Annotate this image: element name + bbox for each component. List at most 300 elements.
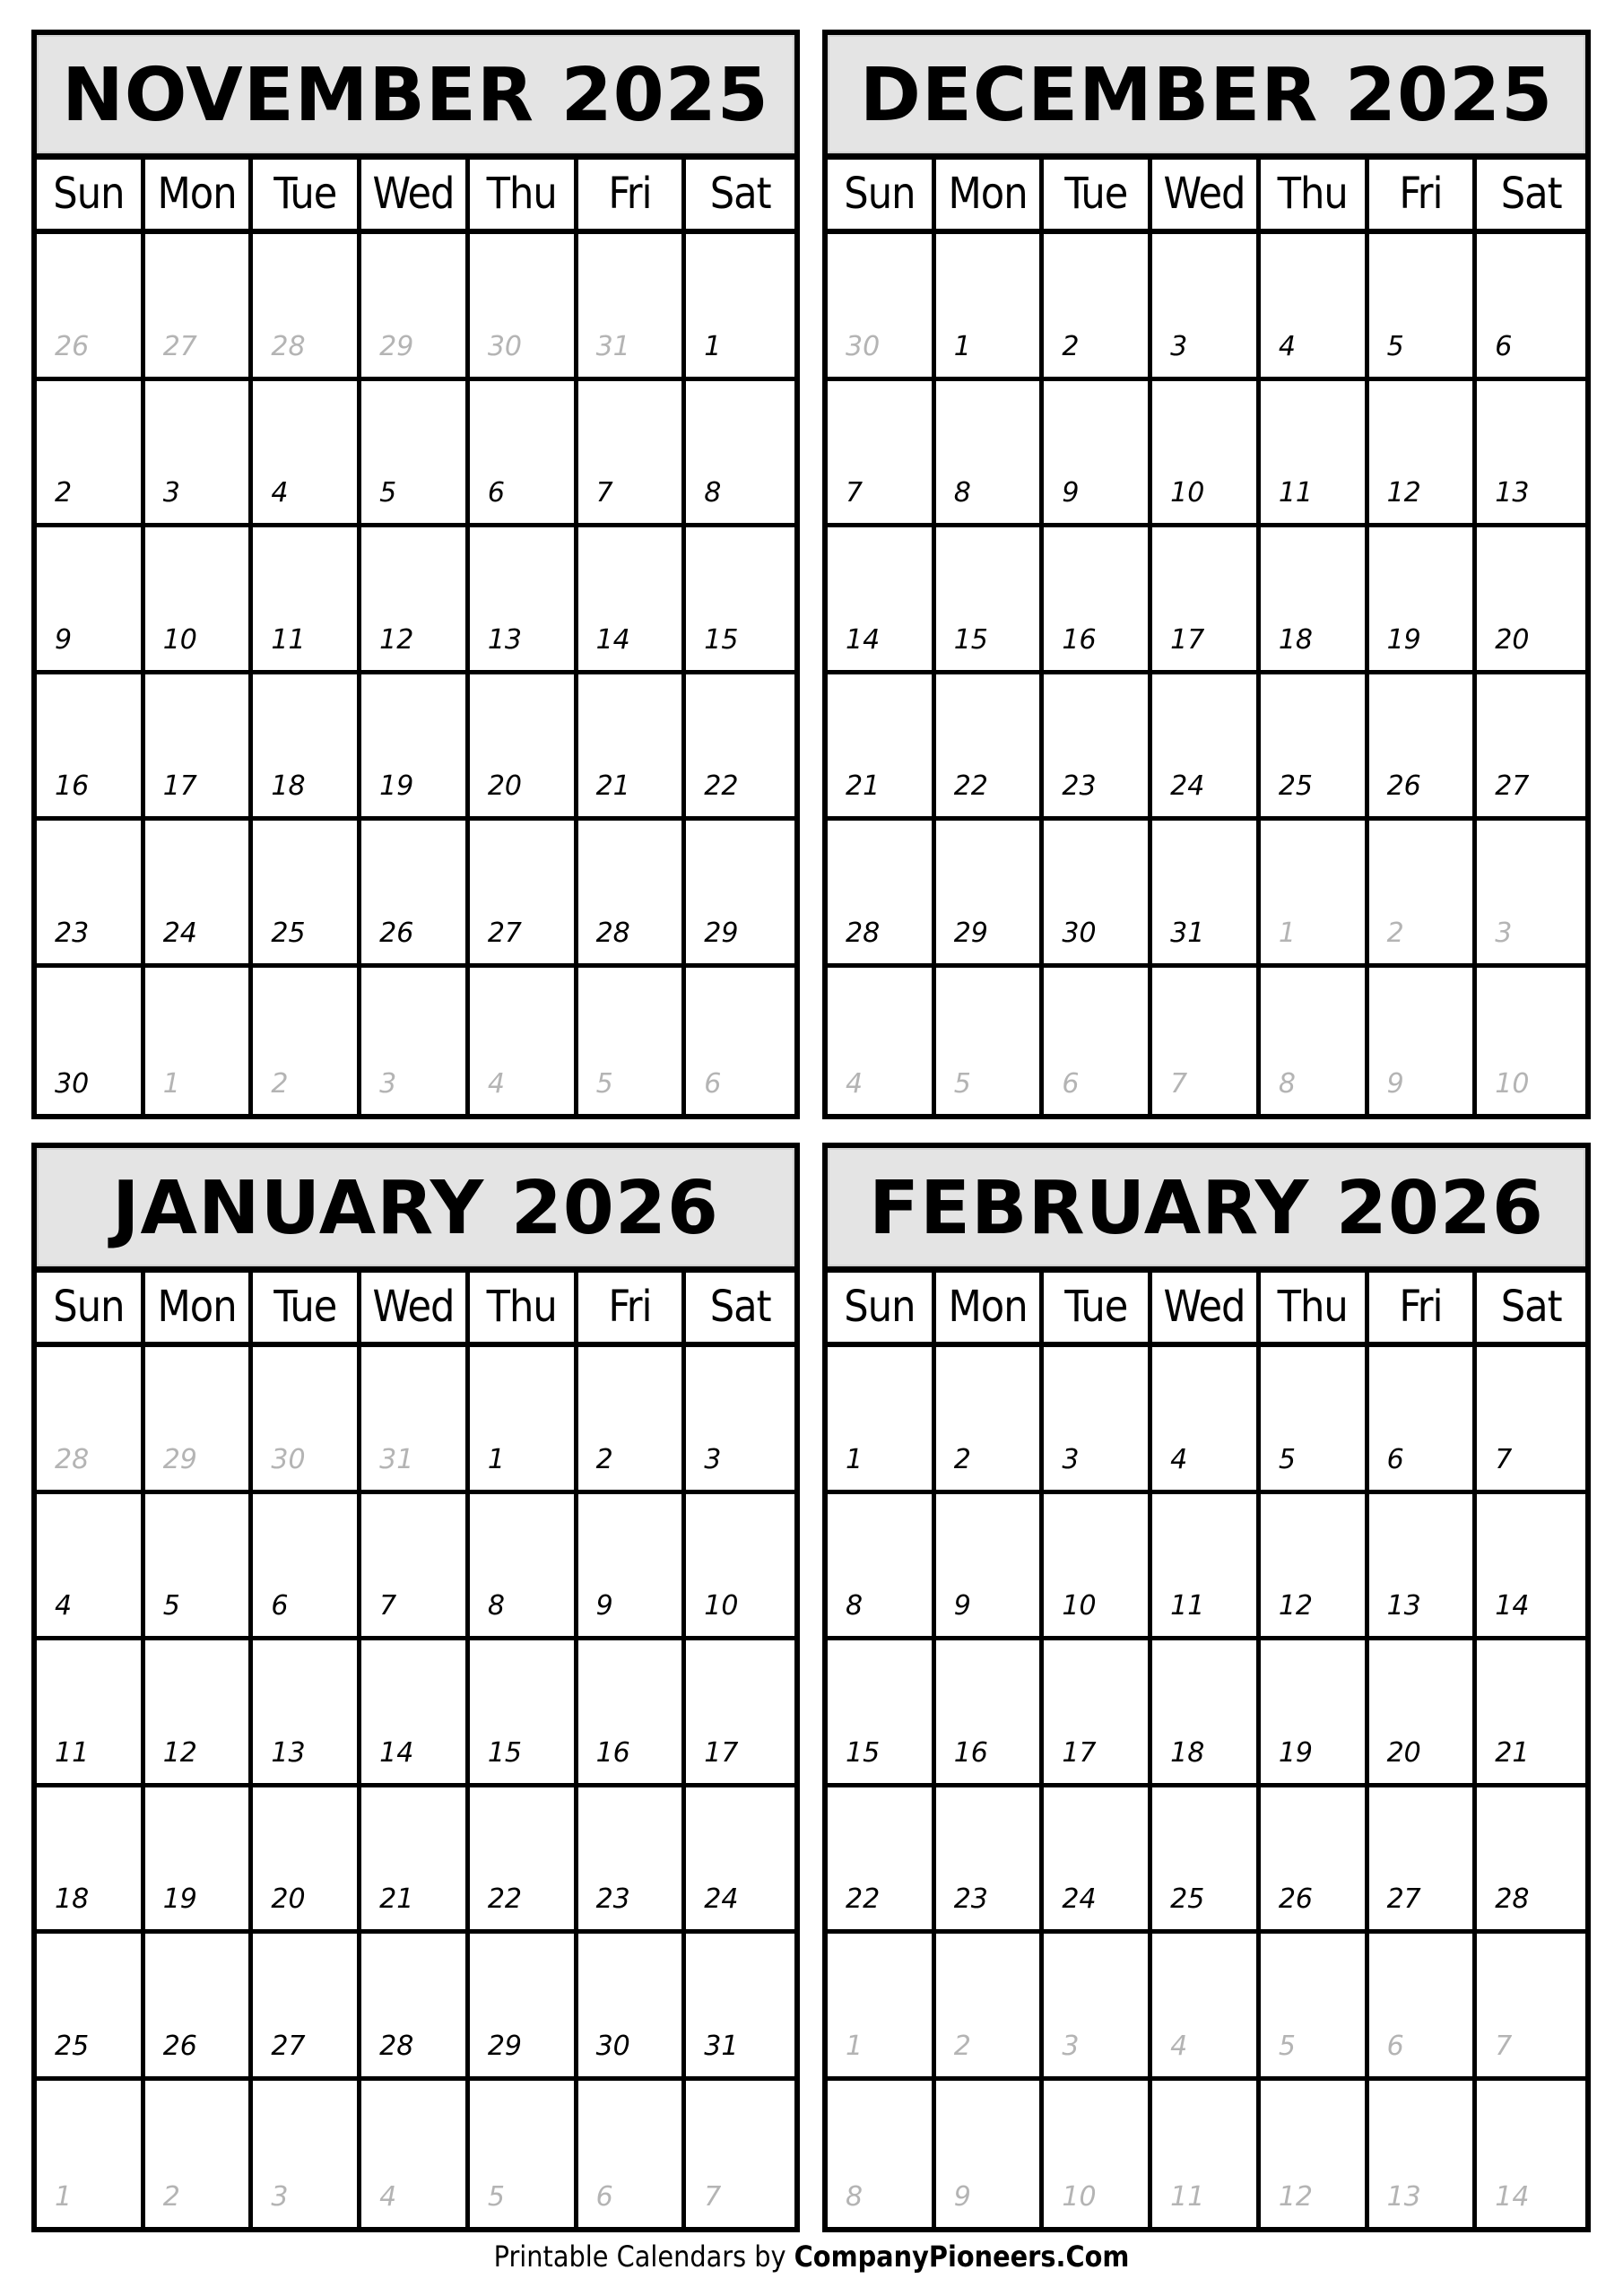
weekday-label: Thu [470,160,578,229]
day-number: 29 [953,917,988,949]
day-number: 17 [162,770,197,802]
day-cell [936,1640,1045,1783]
day-number: 2 [953,2030,971,2062]
day-cell [470,381,578,524]
adjacent-month-day-cell [1152,1934,1261,2076]
adjacent-month-day-cell [1261,821,1369,963]
footer-prefix: Printable Calendars by [493,2239,794,2274]
weekday-label: Thu [1261,1273,1369,1342]
adjacent-month-day-cell [470,2081,578,2228]
day-cell [828,1640,936,1783]
month-calendar [31,30,800,1119]
day-cell [361,674,470,817]
day-number: 9 [953,1590,971,1622]
day-cell [578,1787,687,1930]
day-number: 5 [595,1068,613,1100]
day-number: 8 [487,1590,505,1622]
month-calendar [31,1143,800,2232]
adjacent-month-day-cell [145,2081,254,2228]
week-row [37,674,794,822]
day-number: 28 [271,330,306,362]
weekday-label: Tue [1044,160,1152,229]
day-number: 4 [846,1068,864,1100]
weekday-label: Sun [37,160,145,229]
day-cell [1044,234,1152,377]
day-number: 22 [953,770,988,802]
day-number: 18 [1278,623,1314,656]
day-cell [145,1787,254,1930]
day-number: 28 [1495,1883,1530,1915]
day-number: 30 [1062,917,1097,949]
day-cell [936,674,1045,817]
day-number: 27 [162,330,197,362]
weekday-label: Sat [709,168,771,219]
footer-brand-link[interactable]: CompanyPioneers.Com [794,2239,1130,2274]
adjacent-month-day-cell [1044,2081,1152,2228]
day-number: 15 [704,623,739,656]
weekday-label: Tue [253,1273,361,1342]
day-number: 17 [1062,1736,1097,1769]
day-cell [1369,234,1478,377]
day-number: 5 [1278,2030,1296,2062]
day-cell [37,1640,145,1783]
day-number: 18 [1170,1736,1205,1769]
weekday-label: Mon [145,1273,254,1342]
day-number: 5 [1278,1443,1296,1475]
day-number: 6 [1495,330,1513,362]
weekday-header-row [37,160,794,234]
day-number: 2 [1062,330,1080,362]
day-cell [686,674,794,817]
day-cell [470,527,578,670]
day-number: 26 [55,330,90,362]
day-number: 12 [1278,2181,1314,2213]
week-row [828,1787,1585,1935]
day-cell [253,1934,361,2076]
day-number: 22 [704,770,739,802]
day-cell [1152,674,1261,817]
day-number: 8 [953,477,971,509]
day-cell [1477,234,1585,377]
day-number: 29 [487,2030,523,2062]
day-number: 5 [487,2181,505,2213]
day-number: 30 [55,1068,90,1100]
weekday-label: Thu [1261,160,1369,229]
week-row [37,527,794,674]
weekday-label: Fri [1369,160,1478,229]
day-number: 31 [379,1443,414,1475]
adjacent-month-day-cell [470,968,578,1115]
day-number: 6 [1386,1443,1404,1475]
day-number: 4 [487,1068,505,1100]
day-cell [1369,1787,1478,1930]
day-number: 19 [162,1883,197,1915]
weekday-label: Sat [1500,168,1562,219]
day-cell [361,1787,470,1930]
footer-credit [0,2239,1623,2274]
day-number: 10 [1062,2181,1097,2213]
day-number: 4 [271,477,289,509]
day-number: 7 [1170,1068,1188,1100]
day-cell [828,821,936,963]
day-cell [1477,674,1585,817]
week-row [37,821,794,968]
day-number: 15 [487,1736,523,1769]
day-number: 9 [953,2181,971,2213]
week-row [37,234,794,381]
day-cell [686,1787,794,1930]
day-number: 3 [379,1068,397,1100]
adjacent-month-day-cell [37,234,145,377]
day-cell [936,381,1045,524]
day-number: 26 [162,2030,197,2062]
day-number: 27 [271,2030,306,2062]
day-number: 2 [271,1068,289,1100]
day-cell [1044,821,1152,963]
day-number: 12 [1386,477,1421,509]
week-row [828,968,1585,1115]
day-cell [828,1787,936,1930]
week-row [828,381,1585,528]
day-number: 11 [271,623,306,656]
adjacent-month-day-cell [361,234,470,377]
day-number: 11 [1170,1590,1205,1622]
day-cell [1152,1347,1261,1490]
day-number: 25 [1170,1883,1205,1915]
day-number: 15 [846,1736,881,1769]
adjacent-month-day-cell [253,2081,361,2228]
day-cell [686,1934,794,2076]
day-number: 24 [1170,770,1205,802]
adjacent-month-day-cell [1477,2081,1585,2228]
day-cell [145,1640,254,1783]
adjacent-month-day-cell [1477,821,1585,963]
day-number: 21 [1495,1736,1530,1769]
day-number: 31 [704,2030,739,2062]
day-cell [1261,527,1369,670]
adjacent-month-day-cell [1477,1934,1585,2076]
day-number: 29 [162,1443,197,1475]
day-cell [1369,674,1478,817]
weekday-label: Sat [1500,1281,1562,1332]
day-cell [1261,1494,1369,1637]
day-cell [253,527,361,670]
month-title: JANUARY 2026 [37,1148,794,1273]
adjacent-month-day-cell [37,2081,145,2228]
day-cell [37,381,145,524]
day-cell [470,821,578,963]
day-number: 13 [1495,477,1530,509]
adjacent-month-day-cell [1369,821,1478,963]
week-row [828,1934,1585,2081]
day-number: 23 [595,1883,630,1915]
day-cell [686,234,794,377]
day-cell [578,1347,687,1490]
day-number: 1 [846,1443,864,1475]
day-cell [253,1640,361,1783]
day-number: 3 [1170,330,1188,362]
day-number: 5 [379,477,397,509]
day-cell [1152,1640,1261,1783]
day-cell [1044,1640,1152,1783]
day-cell [361,527,470,670]
day-cell [1044,674,1152,817]
day-number: 31 [595,330,630,362]
day-cell [37,674,145,817]
week-row [37,1494,794,1641]
adjacent-month-day-cell [578,2081,687,2228]
day-cell [686,1347,794,1490]
day-cell [145,1494,254,1637]
adjacent-month-day-cell [145,234,254,377]
day-number: 4 [1170,1443,1188,1475]
day-number: 6 [595,2181,613,2213]
day-number: 5 [1386,330,1404,362]
day-number: 16 [55,770,90,802]
weeks-grid [37,234,794,1114]
day-number: 1 [1278,917,1296,949]
adjacent-month-day-cell [1152,2081,1261,2228]
day-number: 1 [846,2030,864,2062]
day-number: 29 [704,917,739,949]
day-cell [145,821,254,963]
day-number: 5 [162,1590,180,1622]
day-number: 14 [1495,1590,1530,1622]
weekday-label: Tue [253,160,361,229]
day-number: 25 [55,2030,90,2062]
weekday-label: Mon [936,160,1045,229]
day-cell [828,527,936,670]
month-title: NOVEMBER 2025 [37,35,794,160]
day-number: 30 [846,330,881,362]
day-number: 16 [595,1736,630,1769]
day-number: 8 [846,2181,864,2213]
day-number: 14 [379,1736,414,1769]
week-row [828,821,1585,968]
day-cell [145,527,254,670]
day-number: 6 [1062,1068,1080,1100]
day-number: 14 [846,623,881,656]
day-number: 7 [595,477,613,509]
day-cell [253,381,361,524]
day-cell [361,1934,470,2076]
day-cell [1477,1347,1585,1490]
day-number: 22 [487,1883,523,1915]
weekday-label: Fri [578,160,687,229]
day-number: 13 [1386,1590,1421,1622]
day-cell [253,674,361,817]
day-cell [1477,1640,1585,1783]
day-cell [470,1494,578,1637]
day-cell [686,821,794,963]
day-cell [1044,1787,1152,1930]
weekday-label: Thu [470,1273,578,1342]
adjacent-month-day-cell [936,2081,1045,2228]
week-row [828,1640,1585,1787]
day-number: 4 [1170,2030,1188,2062]
day-number: 12 [162,1736,197,1769]
adjacent-month-day-cell [1261,2081,1369,2228]
day-number: 20 [487,770,523,802]
day-number: 25 [271,917,306,949]
week-row [828,527,1585,674]
day-cell [361,821,470,963]
day-cell [253,1787,361,1930]
day-number: 6 [487,477,505,509]
day-cell [578,1640,687,1783]
day-number: 27 [1386,1883,1421,1915]
day-cell [578,527,687,670]
day-number: 9 [1062,477,1080,509]
day-cell [361,1640,470,1783]
adjacent-month-day-cell [828,1934,936,2076]
day-number: 9 [1386,1068,1404,1100]
day-cell [1261,1787,1369,1930]
adjacent-month-day-cell [686,2081,794,2228]
weeks-grid [828,234,1585,1114]
day-number: 9 [55,623,73,656]
day-number: 1 [487,1443,505,1475]
day-cell [1369,1494,1478,1637]
adjacent-month-day-cell [253,1347,361,1490]
day-number: 12 [1278,1590,1314,1622]
day-number: 7 [704,2181,722,2213]
week-row [828,1494,1585,1641]
day-number: 6 [271,1590,289,1622]
day-number: 16 [953,1736,988,1769]
day-number: 21 [846,770,881,802]
week-row [37,1787,794,1935]
adjacent-month-day-cell [1044,968,1152,1115]
day-cell [936,527,1045,670]
day-cell [1152,527,1261,670]
day-cell [1044,527,1152,670]
day-number: 4 [1278,330,1296,362]
day-number: 13 [487,623,523,656]
day-cell [578,381,687,524]
day-number: 20 [1386,1736,1421,1769]
day-number: 7 [1495,1443,1513,1475]
day-cell [1152,1787,1261,1930]
day-number: 30 [487,330,523,362]
adjacent-month-day-cell [578,968,687,1115]
day-cell [686,1494,794,1637]
day-number: 21 [595,770,630,802]
day-number: 4 [55,1590,73,1622]
day-cell [145,381,254,524]
day-cell [686,527,794,670]
day-number: 30 [271,1443,306,1475]
adjacent-month-day-cell [253,968,361,1115]
day-number: 20 [271,1883,306,1915]
day-cell [1261,381,1369,524]
weekday-label: Mon [145,160,254,229]
day-number: 3 [1062,1443,1080,1475]
day-cell [1044,1347,1152,1490]
day-number: 10 [162,623,197,656]
day-number: 14 [595,623,630,656]
day-number: 8 [846,1590,864,1622]
day-cell [1261,1347,1369,1490]
day-number: 9 [595,1590,613,1622]
week-row [828,234,1585,381]
week-row [828,674,1585,822]
day-number: 29 [379,330,414,362]
week-row [37,381,794,528]
day-cell [37,1787,145,1930]
day-number: 17 [1170,623,1205,656]
day-number: 7 [379,1590,397,1622]
day-number: 11 [55,1736,90,1769]
adjacent-month-day-cell [936,1934,1045,2076]
day-number: 1 [55,2181,73,2213]
adjacent-month-day-cell [1044,1934,1152,2076]
day-number: 25 [1278,770,1314,802]
week-row [828,2081,1585,2228]
day-number: 3 [704,1443,722,1475]
day-number: 1 [953,330,971,362]
adjacent-month-day-cell [1261,1934,1369,2076]
day-cell [828,1494,936,1637]
day-cell [253,1494,361,1637]
day-cell [361,381,470,524]
day-number: 21 [379,1883,414,1915]
month-title: FEBRUARY 2026 [828,1148,1585,1273]
weekday-label: Sat [709,1281,771,1332]
day-number: 7 [1495,2030,1513,2062]
day-cell [1369,381,1478,524]
adjacent-month-day-cell [1261,968,1369,1115]
day-number: 10 [1495,1068,1530,1100]
day-number: 24 [704,1883,739,1915]
day-number: 3 [1062,2030,1080,2062]
day-cell [936,821,1045,963]
day-number: 17 [704,1736,739,1769]
weekday-label: Fri [578,1273,687,1342]
day-number: 19 [1386,623,1421,656]
day-number: 23 [1062,770,1097,802]
day-cell [1477,1787,1585,1930]
day-cell [828,674,936,817]
weekday-label: Wed [361,1273,470,1342]
day-number: 12 [379,623,414,656]
weekday-label: Sun [37,1273,145,1342]
month-calendar [822,1143,1591,2232]
day-number: 10 [1062,1590,1097,1622]
weekday-label: Wed [1152,160,1261,229]
day-number: 18 [55,1883,90,1915]
day-cell [470,674,578,817]
day-number: 13 [1386,2181,1421,2213]
day-cell [1261,1640,1369,1783]
adjacent-month-day-cell [578,234,687,377]
day-number: 5 [953,1068,971,1100]
adjacent-month-day-cell [1369,2081,1478,2228]
day-number: 3 [271,2181,289,2213]
adjacent-month-day-cell [361,2081,470,2228]
day-number: 11 [1170,2181,1205,2213]
day-cell [1152,381,1261,524]
adjacent-month-day-cell [470,234,578,377]
weekday-header-row [828,160,1585,234]
day-number: 14 [1495,2181,1530,2213]
day-cell [936,1787,1045,1930]
adjacent-month-day-cell [1369,968,1478,1115]
day-number: 2 [55,477,73,509]
day-number: 8 [704,477,722,509]
day-number: 6 [1386,2030,1404,2062]
day-cell [1152,821,1261,963]
